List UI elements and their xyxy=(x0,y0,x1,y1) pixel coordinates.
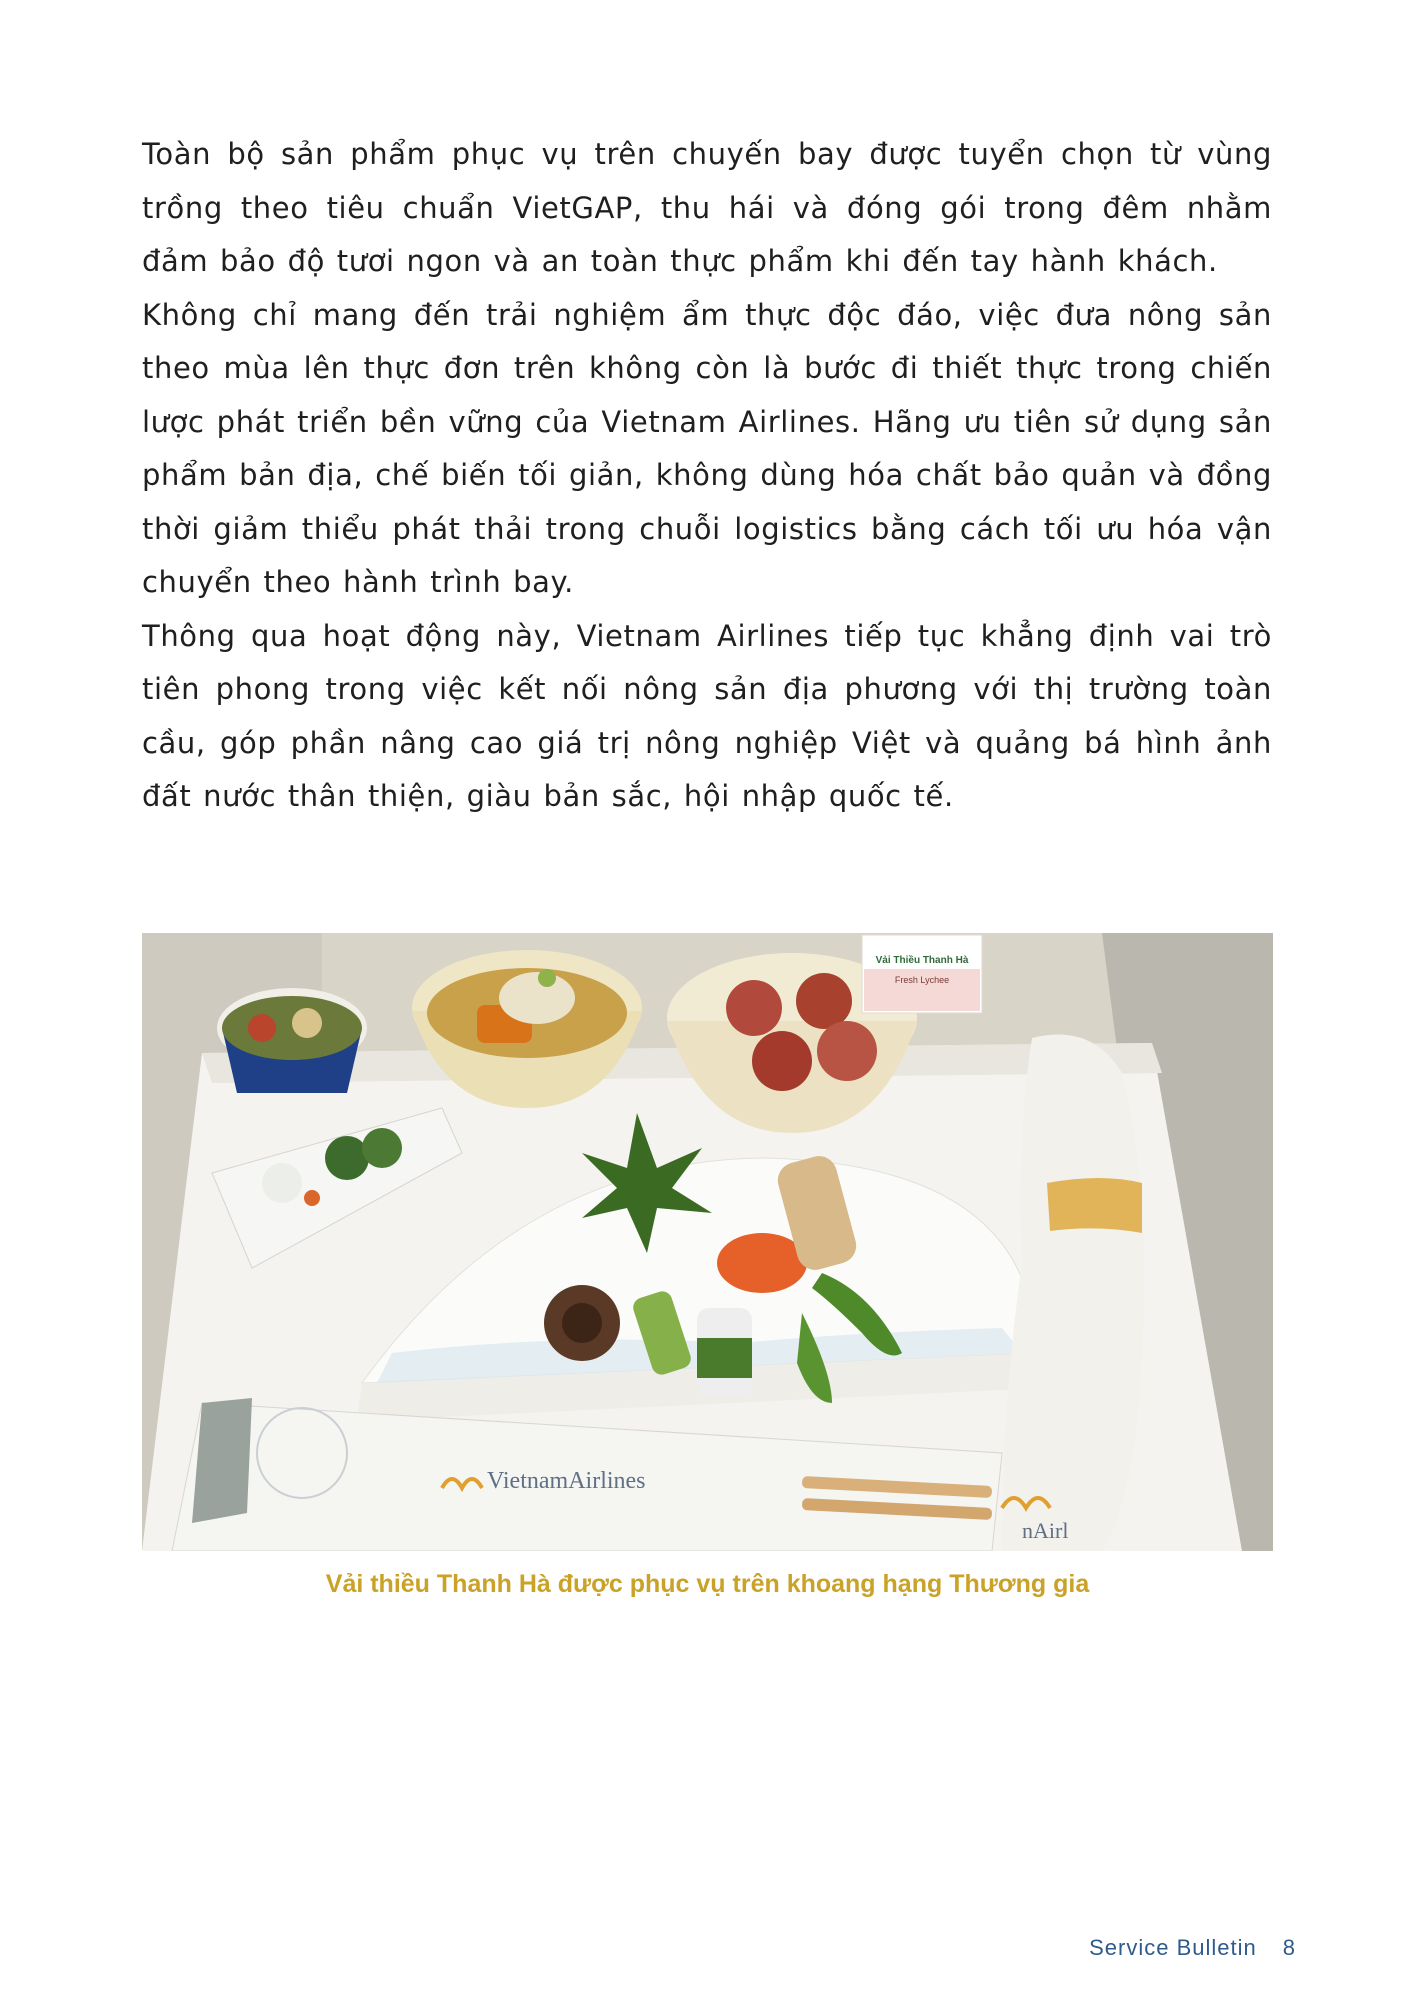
page-number: 8 xyxy=(1282,1935,1296,1960)
publication-name: Service Bulletin xyxy=(1089,1935,1257,1960)
paragraph-1: Toàn bộ sản phẩm phục vụ trên chuyến bay được tuyển chọn từ vùng trồng theo tiêu chuẩn VietGAP, thu hái và đóng gói trong đêm nhằm đảm bảo độ tươi ngon và an toàn thực phẩm khi đến tay hành khách. xyxy=(142,137,1272,278)
page-footer xyxy=(1089,1935,1296,1961)
blue-bowl xyxy=(217,988,367,1093)
paragraph-2: Không chỉ mang đến trải nghiệm ẩm thực độc đáo, việc đưa nông sản theo mùa lên thực đơn trên không còn là bước đi thiết thực trong chiến lược phát triển bền vững của Vietnam Airlines. Hãng ưu tiên sử dụng sản phẩm bản địa, chế biến tối giản, không dùng hóa chất bảo quản và đồng thời giảm thiểu phát thải trong chuỗi logistics bằng cách tối ưu hóa vận chuyển theo hành trình bay. xyxy=(142,297,1272,599)
meal-photo xyxy=(142,933,1273,1551)
card-title: Vải Thiều Thanh Hà xyxy=(875,955,969,966)
photo-caption: Vải thiều Thanh Hà được phục vụ trên khoang hạng Thương gia xyxy=(325,1570,1090,1598)
paragraph-3: Thông qua hoạt động này, Vietnam Airlines tiếp tục khẳng định vai trò tiên phong trong việc kết nối nông sản địa phương với thị trường toàn cầu, góp phần nâng cao giá trị nông nghiệp Việt và quảng bá hình ảnh đất nước thân thiện, giàu bản sắc, hội nhập quốc tế. xyxy=(142,618,1272,813)
chopstick-brand: VietnamAirlines xyxy=(487,1468,646,1494)
lychee-card xyxy=(862,935,982,1013)
napkin-brand: nAirl xyxy=(1022,1518,1069,1543)
card-subtitle: Fresh Lychee xyxy=(894,975,950,985)
article-body xyxy=(142,128,1272,824)
